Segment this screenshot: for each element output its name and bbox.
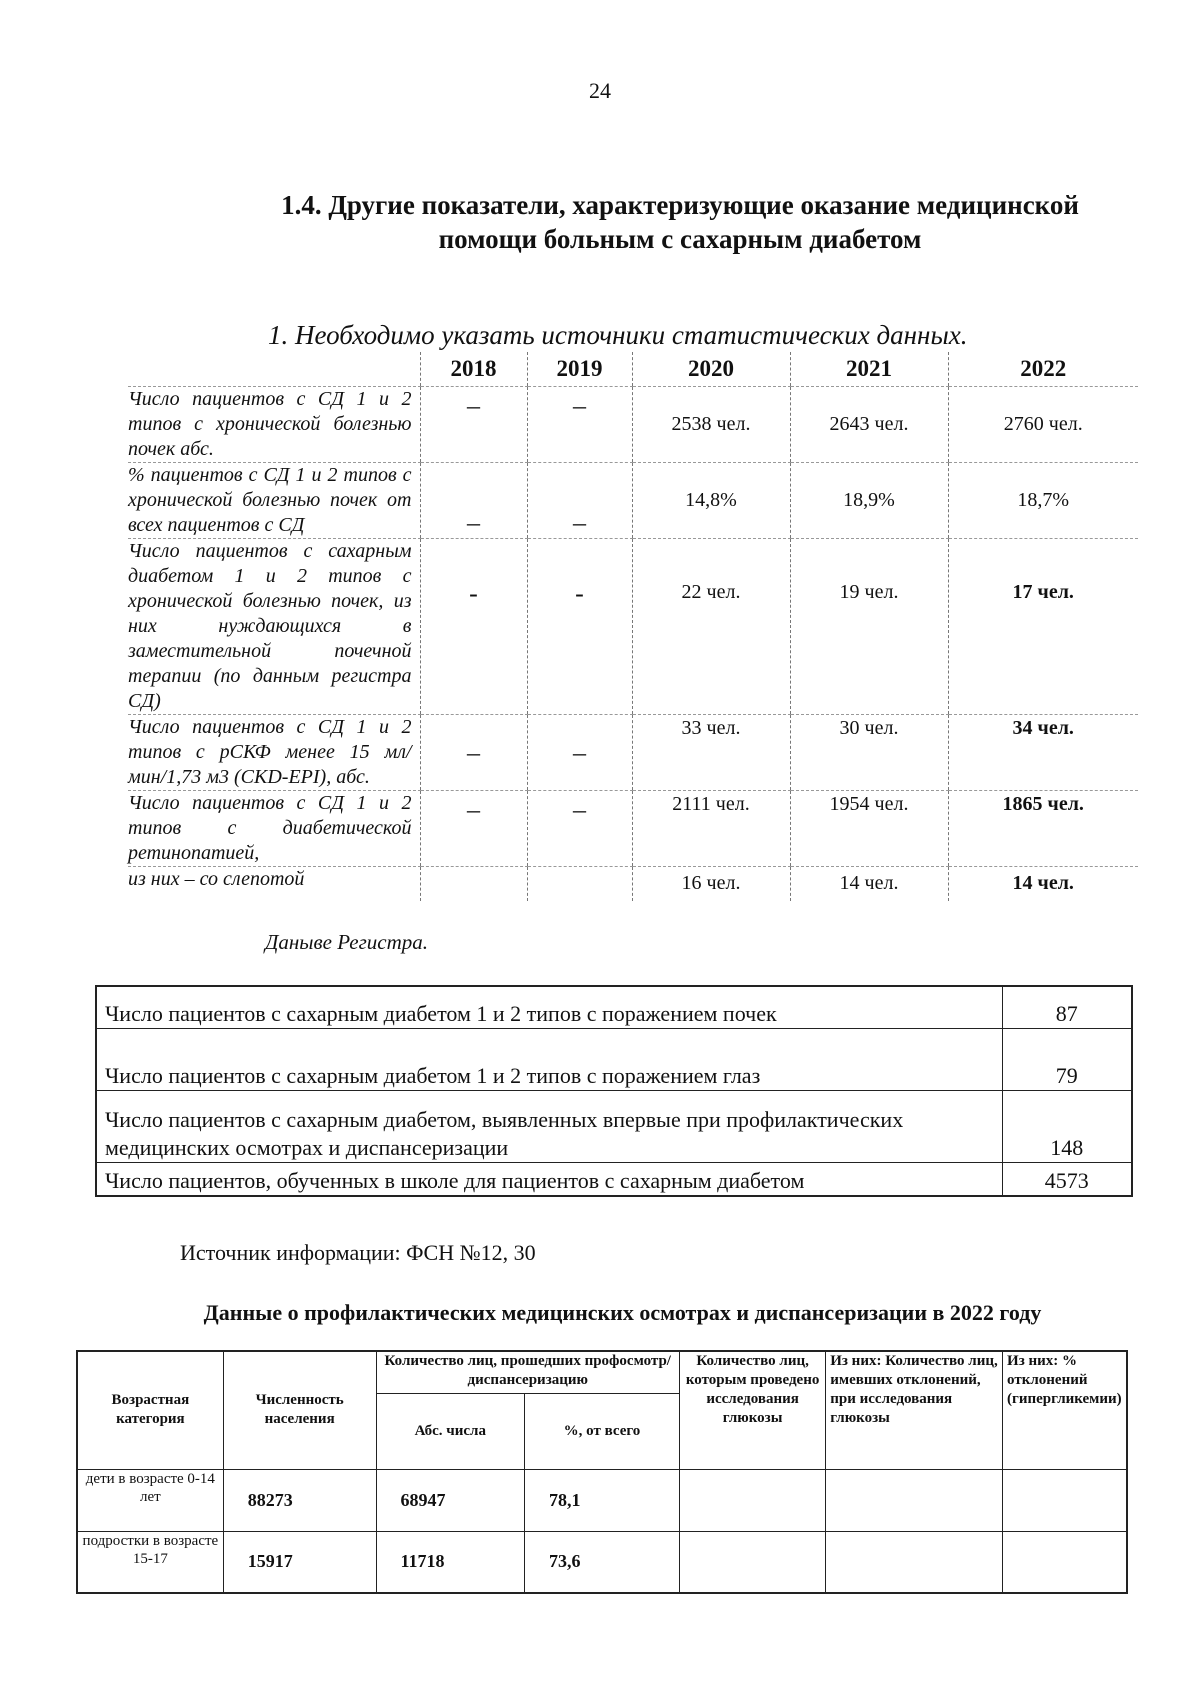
cell-2019 bbox=[527, 867, 632, 901]
row-label: Число пациентов с СД 1 и 2 типов с хронической болезнью почек абс. bbox=[128, 387, 420, 463]
row-value: 87 bbox=[1002, 986, 1132, 1028]
cell-2021: 2643 чел. bbox=[790, 387, 948, 463]
row-label: из них – со слепотой bbox=[128, 868, 305, 890]
cell-2019: – bbox=[527, 463, 632, 539]
cell-2019: - bbox=[527, 539, 632, 715]
cell-2021: 30 чел. bbox=[790, 715, 948, 791]
cell-2022: 17 чел. bbox=[948, 539, 1138, 715]
row-label: Число пациентов с сахарным диабетом 1 и 2 типов с поражением почек bbox=[96, 986, 1002, 1028]
sources-note: 1. Необходимо указать источники статистических данных. bbox=[268, 320, 968, 350]
section-heading-line-1: 1.4. Другие показатели, характеризующие оказание медицинской bbox=[281, 190, 1079, 220]
cell-2022: 1865 чел. bbox=[948, 791, 1138, 867]
table-header-row bbox=[128, 352, 1138, 387]
table-row bbox=[128, 715, 1138, 791]
cell-abs: 11718 bbox=[376, 1531, 524, 1593]
screening-table bbox=[76, 1350, 1128, 1594]
row-value: 148 bbox=[1002, 1090, 1132, 1162]
cell-2018 bbox=[420, 867, 527, 901]
registry-note: Даныве Регистра. bbox=[265, 930, 429, 954]
header-2022: 2022 bbox=[948, 352, 1138, 387]
cell-2021: 1954 чел. bbox=[790, 791, 948, 867]
header-2018: 2018 bbox=[420, 352, 527, 387]
cell-2019: – bbox=[527, 387, 632, 463]
cell-population: 15917 bbox=[223, 1531, 376, 1593]
section-heading bbox=[180, 188, 1180, 256]
cell-2021: 18,9% bbox=[790, 463, 948, 539]
header-2019: 2019 bbox=[527, 352, 632, 387]
table-row bbox=[96, 986, 1132, 1028]
cell-population: 88273 bbox=[223, 1469, 376, 1531]
section-heading-line-2: помощи больным с сахарным диабетом bbox=[438, 224, 922, 254]
diabetes-summary-table bbox=[95, 985, 1133, 1197]
screening-table-title: Данные о профилактических медицинских осмотрах и диспансеризации в 2022 году bbox=[203, 1300, 1042, 1325]
header-deviations: Из них: Количество лиц, имевших отклонений, при исследования глюкозы bbox=[826, 1351, 1003, 1469]
cell-2020: 33 чел. bbox=[632, 715, 790, 791]
cell-2019: – bbox=[527, 715, 632, 791]
cell-2021: 19 чел. bbox=[790, 539, 948, 715]
cell-deviations bbox=[826, 1469, 1003, 1531]
cell-2022: 18,7% bbox=[948, 463, 1138, 539]
cell-2018: – bbox=[420, 463, 527, 539]
table-row bbox=[128, 539, 1138, 715]
header-glucose: Количество лиц, которым проведено исследования глюкозы bbox=[679, 1351, 825, 1469]
cell-2022: 34 чел. bbox=[948, 715, 1138, 791]
row-label: Число пациентов, обученных в школе для пациентов с сахарным диабетом bbox=[96, 1162, 1002, 1196]
header-abs: Абс. числа bbox=[376, 1393, 524, 1469]
ckd-indicators-table bbox=[128, 352, 1138, 901]
cell-abs: 68947 bbox=[376, 1469, 524, 1531]
table-header-row bbox=[77, 1351, 1127, 1393]
table-row bbox=[96, 1090, 1132, 1162]
cell-2018: – bbox=[420, 791, 527, 867]
cell-2019: – bbox=[527, 791, 632, 867]
row-label: Число пациентов с СД 1 и 2 типов с диабетической ретинопатией, bbox=[128, 791, 420, 867]
table-row bbox=[77, 1531, 1127, 1593]
row-label: % пациентов с СД 1 и 2 типов с хронической болезнью почек от всех пациентов с СД bbox=[128, 463, 420, 539]
table-row bbox=[128, 387, 1138, 463]
row-label: Число пациентов с сахарным диабетом, выявленных впервые при профилактических медицинских осмотрах и диспансеризации bbox=[96, 1090, 1002, 1162]
header-age-category: Возрастная категория bbox=[77, 1351, 223, 1469]
cell-hyperglycemia bbox=[1003, 1531, 1127, 1593]
row-label: Число пациентов с сахарным диабетом 1 и 2 типов с хронической болезнью почек, из них нуждающихся в заместительной почечной терапии (по данным регистра СД) bbox=[128, 539, 420, 715]
cell-2018: – bbox=[420, 387, 527, 463]
cell-category: дети в возрасте 0-14 лет bbox=[77, 1469, 223, 1531]
cell-2022: 14 чел. bbox=[948, 867, 1138, 901]
table-row bbox=[128, 463, 1138, 539]
cell-2020: 16 чел. bbox=[632, 867, 790, 901]
cell-hyperglycemia bbox=[1003, 1469, 1127, 1531]
cell-2021: 14 чел. bbox=[790, 867, 948, 901]
cell-2020: 22 чел. bbox=[632, 539, 790, 715]
source-note: Источник информации: ФСН №12, 30 bbox=[180, 1240, 536, 1265]
cell-2022: 2760 чел. bbox=[948, 387, 1138, 463]
row-value: 79 bbox=[1002, 1028, 1132, 1090]
table-row bbox=[77, 1469, 1127, 1531]
cell-glucose bbox=[679, 1469, 825, 1531]
header-2021: 2021 bbox=[790, 352, 948, 387]
cell-2020: 2111 чел. bbox=[632, 791, 790, 867]
cell-pct: 78,1 bbox=[524, 1469, 679, 1531]
cell-glucose bbox=[679, 1531, 825, 1593]
cell-category: подростки в возрасте 15-17 bbox=[77, 1531, 223, 1593]
header-2020: 2020 bbox=[632, 352, 790, 387]
page-number: 24 bbox=[589, 78, 611, 103]
table-row bbox=[96, 1028, 1132, 1090]
cell-deviations bbox=[826, 1531, 1003, 1593]
cell-2018: - bbox=[420, 539, 527, 715]
header-passed-group: Количество лиц, прошедших профосмотр/диспансеризацию bbox=[376, 1351, 679, 1393]
header-pct: %, от всего bbox=[524, 1393, 679, 1469]
cell-2018: – bbox=[420, 715, 527, 791]
cell-pct: 73,6 bbox=[524, 1531, 679, 1593]
cell-2020: 2538 чел. bbox=[632, 387, 790, 463]
row-label: Число пациентов с СД 1 и 2 типов с рСКФ менее 15 мл/мин/1,73 м3 (CKD-EPI), абс. bbox=[128, 715, 420, 791]
header-population: Численность населения bbox=[223, 1351, 376, 1469]
header-hyperglycemia: Из них: % отклонений (гипергликемии) bbox=[1003, 1351, 1127, 1469]
row-label: Число пациентов с сахарным диабетом 1 и 2 типов с поражением глаз bbox=[96, 1028, 1002, 1090]
table-row bbox=[96, 1162, 1132, 1196]
table-row bbox=[128, 791, 1138, 867]
header-blank bbox=[128, 352, 420, 387]
row-value: 4573 bbox=[1002, 1162, 1132, 1196]
table-row bbox=[128, 867, 1138, 901]
cell-2020: 14,8% bbox=[632, 463, 790, 539]
